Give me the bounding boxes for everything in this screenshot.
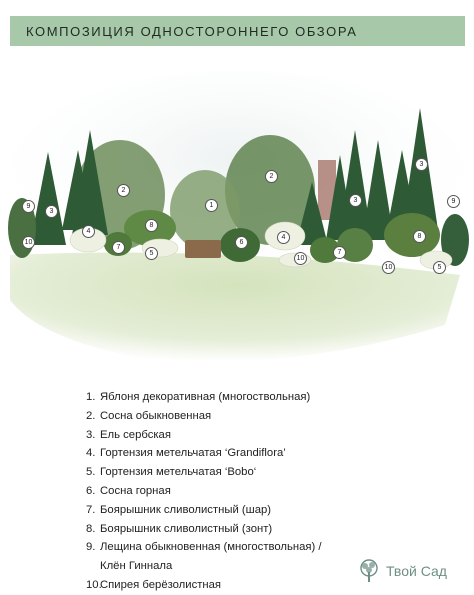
plant-marker: 2: [265, 170, 278, 183]
plant-marker: 7: [112, 241, 125, 254]
plant-marker: 8: [145, 219, 158, 232]
plant-marker: 6: [235, 236, 248, 249]
legend-number: 7.: [86, 503, 96, 516]
plant-marker: 8: [413, 230, 426, 243]
legend-item: [86, 501, 322, 520]
legend-item-continuation: [86, 557, 322, 576]
legend-number: 5.: [86, 466, 96, 479]
plant-marker: 4: [277, 231, 290, 244]
legend-number: 1.: [86, 391, 96, 403]
page-title: КОМПОЗИЦИЯ ОДНОСТОРОННЕГО ОБЗОРА: [26, 23, 358, 39]
brand-name: Твой Сад: [386, 563, 447, 579]
plant-marker: 9: [447, 195, 460, 208]
legend-item: [86, 444, 322, 463]
plant-legend: [86, 388, 322, 595]
bench: [185, 240, 221, 258]
legend-number: 4.: [86, 447, 96, 460]
plant-marker: 5: [145, 247, 158, 260]
tree-logo-icon: [356, 558, 382, 584]
legend-text: Спирея берёзолистная: [100, 578, 222, 591]
legend-text: Яблоня декоративная (многоствольная): [100, 391, 311, 403]
plant-marker: 7: [333, 246, 346, 259]
plant-marker: 3: [45, 205, 58, 218]
legend-text: Лещина обыкновенная (многоствольная) /: [100, 541, 322, 554]
legend-text: Клён Гиннала: [100, 560, 173, 573]
legend-item: [86, 538, 322, 557]
plant-marker: 3: [349, 194, 362, 207]
legend-text: Сосна горная: [100, 484, 171, 497]
legend-text: Ель сербская: [100, 428, 171, 441]
legend-number: 6.: [86, 484, 96, 497]
legend-text: Гортензия метельчатая ‘Grandiflora’: [100, 447, 286, 460]
legend-text: Боярышник сливолистный (шар): [100, 503, 272, 516]
legend-number: 8.: [86, 522, 96, 535]
legend-item: [86, 388, 322, 407]
legend-item: [86, 463, 322, 482]
legend-text: Сосна обыкновенная: [100, 409, 212, 422]
legend-text: Гортензия метельчатая ‘Bobo‘: [100, 466, 257, 479]
plant-marker: 5: [433, 261, 446, 274]
plant-marker: 10: [294, 252, 307, 265]
brand-logo: [356, 556, 447, 586]
legend-text: Боярышник сливолистный (зонт): [100, 522, 273, 535]
legend-number: 10.: [86, 578, 102, 591]
plant-marker: 1: [205, 199, 218, 212]
plant-marker: 10: [382, 261, 395, 274]
plant-marker: 9: [22, 200, 35, 213]
legend-item: [86, 520, 322, 539]
legend-number: 2.: [86, 409, 96, 422]
legend-number: 3.: [86, 428, 96, 441]
legend-number: 9.: [86, 541, 96, 554]
legend-item: [86, 482, 322, 501]
plant-marker: 4: [82, 225, 95, 238]
plant-marker: 10: [22, 236, 35, 249]
legend-item: [86, 407, 322, 426]
garden-illustration: [0, 60, 474, 370]
garden-illustration-svg: [0, 60, 474, 370]
legend-item: [86, 576, 322, 595]
plant-marker: 2: [117, 184, 130, 197]
legend-item: [86, 426, 322, 445]
plant-marker: 3: [415, 158, 428, 171]
title-bar: [10, 16, 465, 46]
